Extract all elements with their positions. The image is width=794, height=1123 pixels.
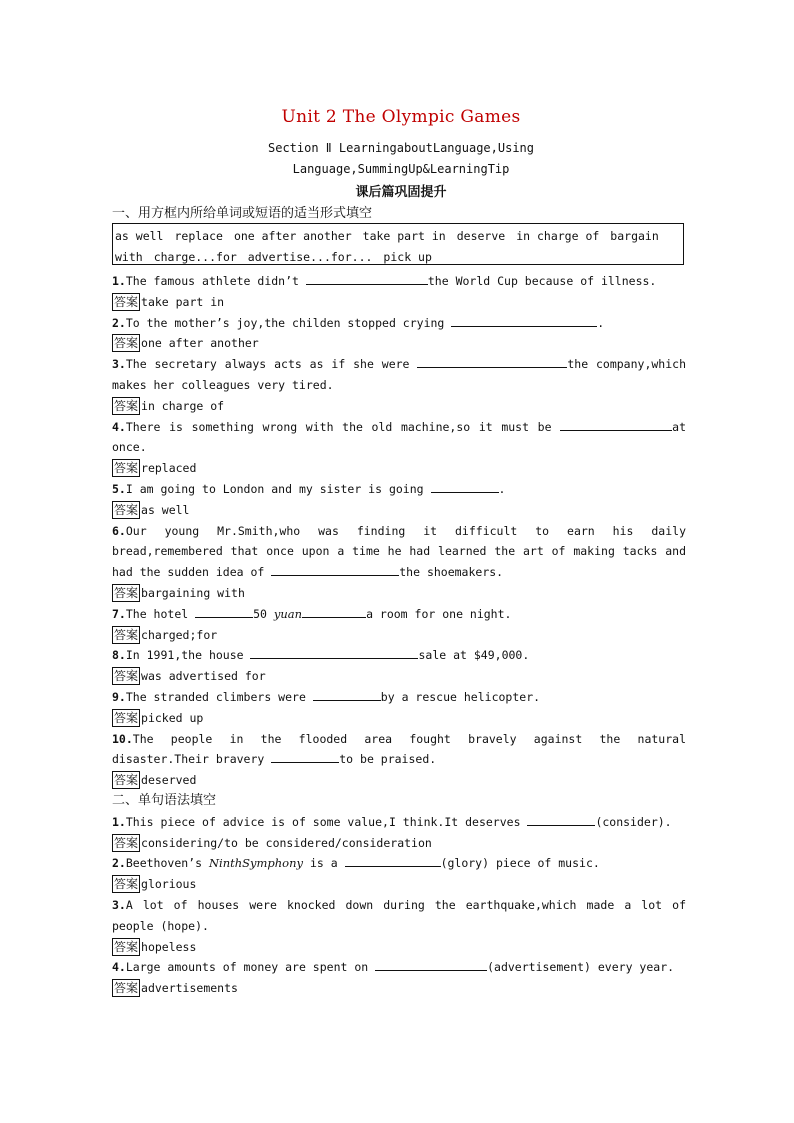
section-subtitle-line-3: 课后篇巩固提升	[355, 185, 447, 200]
answer-7: 答案 charged;for	[114, 627, 218, 642]
grammar-answer-3: 答案 hopeless	[114, 939, 197, 954]
answer-6: 答案 bargaining with	[114, 585, 245, 600]
question-2: 2.To the mother’s joy,the childen stopped crying .	[112, 315, 605, 330]
question-10: 10.The people in the flooded area fought bravely against the natural disaster.Their bravery to be praised.	[112, 731, 686, 767]
word-box-item: bargain	[610, 229, 659, 243]
answer-10: 答案 deserved	[114, 773, 197, 788]
grammar-answer-4: 答案 advertisements	[114, 981, 238, 996]
answer-1: 答案 take part in	[114, 294, 225, 309]
answer-tag: 答案	[114, 336, 139, 351]
answer-3: 答案 in charge of	[114, 398, 225, 413]
word-box	[112, 223, 684, 265]
answer-blank	[417, 355, 567, 368]
answer-blank	[271, 750, 339, 763]
page-title: Unit 2 The Olympic Games	[281, 107, 521, 127]
word-box-item: deserve	[456, 229, 506, 243]
answer-blank	[451, 314, 597, 327]
grammar-question-2: 2.Beethoven’s NinthSymphony is a (glory) piece of music.	[112, 856, 600, 871]
question-5: 5.I am going to London and my sister is going .	[112, 481, 506, 496]
answer-tag: 答案	[114, 773, 139, 788]
answer-tag: 答案	[114, 585, 139, 600]
question-6: 6.Our young Mr.Smith,who was finding it difficult to earn his daily bread,remembered that once upon a time he had learned the art of making tacks and had the sudden idea of the shoemakers.	[112, 523, 686, 580]
answer-9: 答案 picked up	[114, 710, 204, 725]
answer-tag: 答案	[114, 981, 139, 996]
answer-tag: 答案	[114, 710, 139, 725]
word-box-item: take part in	[362, 229, 446, 243]
part1-heading: 一、用方框内所给单词或短语的适当形式填空	[112, 206, 373, 221]
question-7: 7.The hotel 50 yuan a room for one night.	[112, 606, 512, 621]
question-9: 9.The stranded climbers were by a rescue helicopter.	[112, 689, 541, 704]
question-3: 3.The secretary always acts as if she were the company,which makes her colleagues very tired.	[112, 357, 686, 392]
answer-tag: 答案	[114, 502, 139, 517]
word-box-item: one after another	[233, 229, 352, 243]
word-box-item: in charge of	[516, 229, 600, 243]
answer-8: 答案 was advertised for	[114, 669, 266, 684]
answer-tag: 答案	[114, 669, 139, 684]
answer-tag: 答案	[114, 398, 139, 413]
answer-blank	[302, 605, 366, 618]
answer-tag: 答案	[114, 835, 139, 850]
answer-tag: 答案	[114, 877, 139, 892]
answer-blank	[271, 563, 399, 576]
answer-tag: 答案	[114, 461, 139, 476]
word-box-item: pick up	[383, 250, 432, 264]
answer-blank	[527, 813, 595, 826]
answer-blank	[560, 418, 672, 431]
answer-blank	[375, 958, 487, 971]
question-4: 4.There is something wrong with the old machine,so it must be at once.	[112, 419, 686, 455]
grammar-answer-1: 答案 considering/to be considered/consideration	[114, 835, 432, 850]
part2-heading: 二、单句语法填空	[112, 792, 217, 808]
exercise-list	[112, 271, 686, 999]
word-box-item: charge...for	[153, 250, 237, 264]
answer-5: 答案 as well	[114, 502, 190, 517]
answer-4: 答案 replaced	[114, 461, 197, 476]
grammar-answer-2: 答案 glorious	[114, 877, 197, 892]
answer-blank	[195, 605, 253, 618]
word-box-item: replace	[174, 229, 223, 243]
grammar-question-4: 4.Large amounts of money are spent on (advertisement) every year.	[112, 960, 675, 975]
grammar-question-1: 1.This piece of advice is of some value,I think.It deserves (consider).	[112, 814, 672, 829]
section-subtitle-line-2: Language,SummingUp&LearningTip	[292, 162, 510, 176]
question-8: 8.In 1991,the house sale at $49,000.	[112, 648, 530, 663]
answer-blank	[306, 272, 428, 285]
answer-tag: 答案	[114, 627, 139, 642]
word-box-item: with	[115, 250, 143, 264]
word-box-item: advertise...for...	[247, 250, 373, 264]
answer-blank	[313, 688, 381, 701]
question-1: 1.The famous athlete didn’t the World Cup because of illness.	[112, 274, 657, 288]
answer-blank	[250, 646, 418, 659]
word-box-item: as well	[115, 229, 164, 243]
grammar-question-3: 3.A lot of houses were knocked down during the earthquake,which made a lot of people (hope).	[112, 897, 686, 933]
answer-blank	[431, 480, 499, 493]
answer-blank	[345, 854, 441, 867]
answer-tag: 答案	[114, 294, 139, 309]
answer-tag: 答案	[114, 939, 139, 954]
answer-2: 答案 one after another	[114, 336, 259, 351]
section-subtitle-line-1: Section Ⅱ LearningaboutLanguage,Using	[268, 141, 534, 155]
